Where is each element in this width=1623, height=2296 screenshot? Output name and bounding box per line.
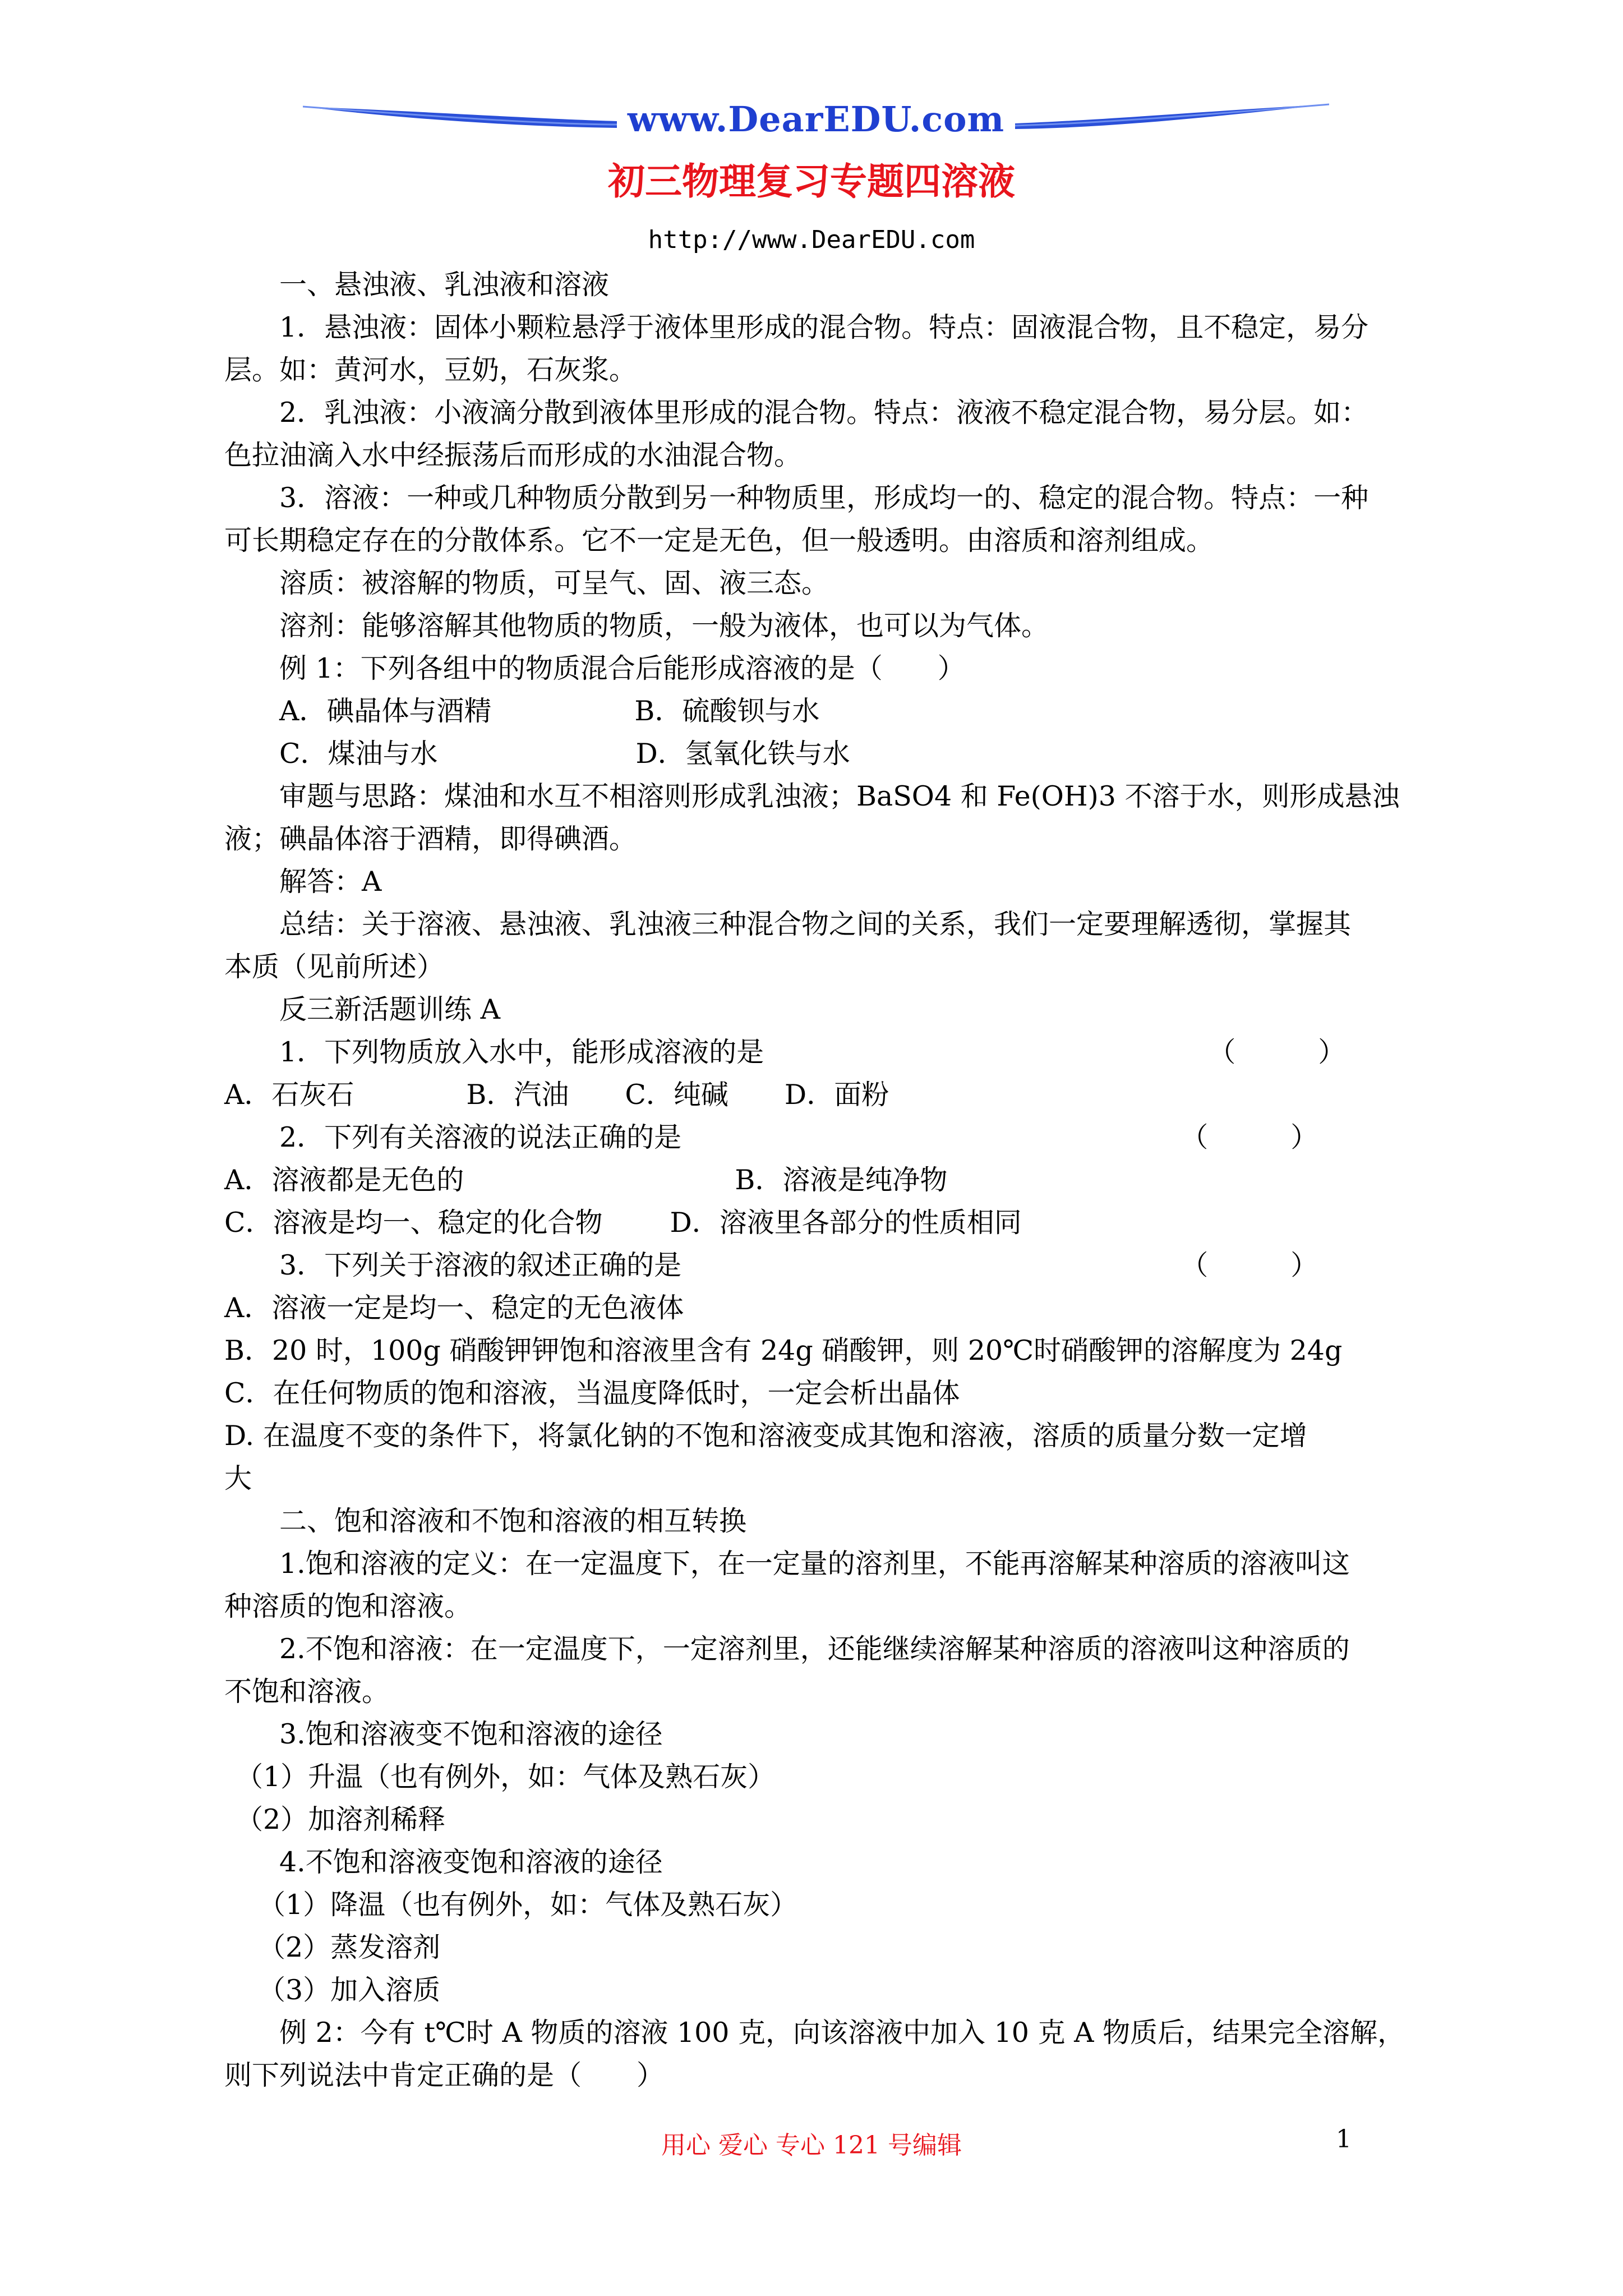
option-a: A．溶液一定是均一、稳定的无色液体 <box>224 1292 684 1324</box>
option-d: D. 在温度不变的条件下，将氯化钠的不饱和溶液变成其饱和溶液，溶质的质量分数一定增 <box>224 1420 1307 1452</box>
document-title: 初三物理复习专题四溶液 <box>608 159 1015 203</box>
options-line <box>224 1159 1413 1202</box>
section-heading: 二、饱和溶液和不饱和溶液的相互转换 <box>279 1505 747 1537</box>
paragraph-line: 种溶质的饱和溶液。 <box>224 1590 472 1622</box>
option-c: C．在任何物质的饱和溶液，当温度降低时，一定会析出晶体 <box>224 1377 960 1409</box>
question-line <box>224 1244 1413 1287</box>
paragraph-line: 总结：关于溶液、悬浊液、乳浊液三种混合物之间的关系，我们一定要理解透彻，掌握其 <box>279 908 1352 940</box>
page-number: 1 <box>1336 2125 1352 2154</box>
list-item: （3）加入溶质 <box>258 1974 441 2006</box>
paragraph-line: 4.不饱和溶液变饱和溶液的途径 <box>279 1846 663 1878</box>
option-a: A．碘晶体与酒精 <box>279 695 492 727</box>
example-question: 例 2：今有 t℃时 A 物质的溶液 100 克，向该溶液中加入 10 克 A 物质后，结果完全溶解， <box>279 2017 1405 2049</box>
paragraph-line: 不饱和溶液。 <box>224 1676 390 1708</box>
option-a: A．石灰石 <box>224 1079 354 1111</box>
answer-blank: （ ） <box>1181 1121 1318 1153</box>
options-line <box>224 733 1413 775</box>
document-url: http://www.DearEDU.com <box>648 226 975 254</box>
question-line <box>224 1031 1413 1074</box>
question-text: 1．下列物质放入水中，能形成溶液的是 <box>279 1036 764 1068</box>
option-b: B．20 时，100g 硝酸钾钾饱和溶液里含有 24g 硝酸钾，则 20℃时硝酸钾的溶解度为 24g <box>224 1335 1343 1366</box>
options-line <box>224 690 1413 733</box>
list-item: （1）升温（也有例外，如：气体及熟石灰） <box>236 1761 776 1793</box>
list-item: （1）降温（也有例外，如：气体及熟石灰） <box>258 1889 798 1921</box>
section-heading: 反三新活题训练 A <box>279 993 500 1025</box>
example-question: 例 1：下列各组中的物质混合后能形成溶液的是（ ） <box>279 652 965 684</box>
document-body <box>224 264 1413 2097</box>
paragraph-line: 色拉油滴入水中经振荡后而形成的水油混合物。 <box>224 439 802 471</box>
paragraph-line: 大 <box>224 1462 252 1494</box>
list-item: （2）蒸发溶剂 <box>258 1931 441 1963</box>
paragraph-line: 层。如：黄河水，豆奶，石灰浆。 <box>224 354 637 386</box>
paragraph-line: 则下列说法中肯定正确的是（ ） <box>224 2059 665 2091</box>
question-text: 3．下列关于溶液的叙述正确的是 <box>279 1249 682 1281</box>
options-line <box>224 1202 1413 1244</box>
option-c: C．煤油与水 <box>279 738 438 770</box>
options-line <box>224 1074 1413 1116</box>
option-d: D．面粉 <box>784 1079 889 1111</box>
paragraph-line: 溶质：被溶解的物质，可呈气、固、液三态。 <box>279 567 829 599</box>
answer-blank: （ ） <box>1208 1036 1346 1068</box>
answer-blank: （ ） <box>1181 1249 1318 1281</box>
paragraph-line: 2.不饱和溶液：在一定温度下，一定溶剂里，还能继续溶解某种溶质的溶液叫这种溶质的 <box>279 1633 1350 1665</box>
paragraph-line: 本质（见前所述） <box>224 951 445 983</box>
banner-site-name: www.DearEDU.com <box>627 99 1005 140</box>
list-item: （2）加溶剂稀释 <box>236 1803 446 1835</box>
paragraph-line: 溶剂：能够溶解其他物质的物质，一般为液体，也可以为气体。 <box>279 610 1049 642</box>
option-d: D．溶液里各部分的性质相同 <box>670 1207 1022 1239</box>
paragraph-line: 1．悬浊液：固体小颗粒悬浮于液体里形成的混合物。特点：固液混合物，且不稳定，易分 <box>279 311 1369 343</box>
paragraph-line: 解答：A <box>279 866 382 898</box>
section-heading: 一、悬浊液、乳浊液和溶液 <box>279 269 610 301</box>
option-b: B．硫酸钡与水 <box>634 695 820 727</box>
paragraph-line: 审题与思路：煤油和水互不相溶则形成乳浊液；BaSO4 和 Fe(OH)3 不溶于水，则形成悬浊 <box>279 780 1400 812</box>
paragraph-line: 2．乳浊液：小液滴分散到液体里形成的混合物。特点：液液不稳定混合物，易分层。如： <box>279 397 1369 429</box>
option-d: D．氢氧化铁与水 <box>635 738 850 770</box>
option-b: B．溶液是纯净物 <box>735 1164 948 1196</box>
option-c: C．纯碱 <box>625 1079 728 1111</box>
paragraph-line: 可长期稳定存在的分散体系。它不一定是无色，但一般透明。由溶质和溶剂组成。 <box>224 524 1214 556</box>
paragraph-line: 3．溶液：一种或几种物质分散到另一种物质里，形成均一的、稳定的混合物。特点：一种 <box>279 482 1369 514</box>
option-a: A．溶液都是无色的 <box>224 1164 464 1196</box>
paragraph-line: 3.饱和溶液变不饱和溶液的途径 <box>279 1718 663 1750</box>
paragraph-line: 1.饱和溶液的定义：在一定温度下，在一定量的溶剂里，不能再溶解某种溶质的溶液叫这 <box>279 1548 1350 1580</box>
option-c: C．溶液是均一、稳定的化合物 <box>224 1207 603 1239</box>
question-line <box>224 1116 1413 1159</box>
question-text: 2．下列有关溶液的说法正确的是 <box>279 1121 682 1153</box>
header-banner <box>303 94 1329 148</box>
paragraph-line: 液；碘晶体溶于酒精，即得碘酒。 <box>224 823 637 855</box>
page-footer: 用心 爱心 专心 121 号编辑 <box>661 2131 962 2160</box>
option-b: B．汽油 <box>466 1079 569 1111</box>
